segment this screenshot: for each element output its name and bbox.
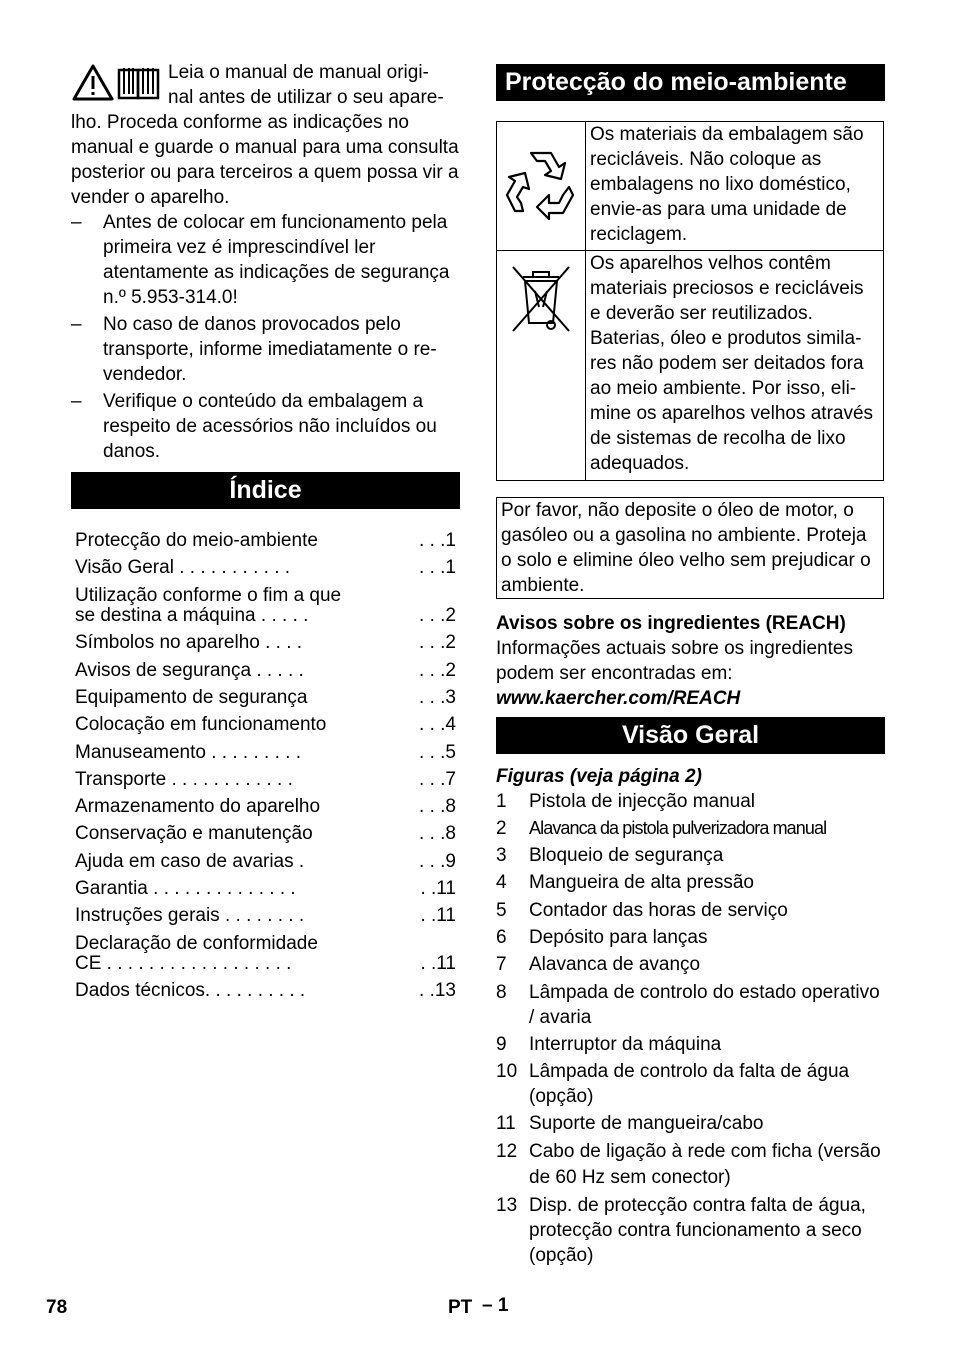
toc-entry[interactable]: Declaração de conformidade CE . . . . . . . . . . . . . . . . . . . .11	[75, 933, 456, 974]
footer-section-page: – 1	[482, 1295, 509, 1316]
warning-manual-icon	[72, 64, 162, 102]
reach-text: Informações actuais sobre os ingredientes podem ser encontradas em:	[496, 638, 853, 684]
intro-text: lho. Proceda conforme as indicações no manual e guarde o manual para uma consulta posterior ou para terceiros a quem possa vir a vender o aparelho.	[71, 112, 459, 208]
recycle-cell	[497, 122, 586, 251]
bin-text: Os aparelhos velhos contêm materiais preciosos e recicláveis e deverão ser reutilizados. Baterias, óleo e produtos similares não podem ser deitados fora ao meio ambiente. Por isso, elimine os aparelhos velhos através de sistemas de recolha de lixo adequados.	[586, 251, 884, 481]
footer-lang: PT	[448, 1297, 473, 1318]
overview-heading: Visão Geral	[496, 717, 885, 754]
reach-heading: Avisos sobre os ingredientes (REACH)	[496, 613, 846, 634]
recycle-text: Os materiais da embalagem são recicláveis. Não coloque as embalagens no lixo doméstico, envie-as para uma unidade de reciclagem.	[586, 122, 884, 251]
bin-cell	[497, 251, 586, 481]
index-heading: Índice	[71, 472, 460, 509]
crossed-bin-icon	[509, 261, 573, 335]
intro-line-2: nal antes de utilizar o seu apare-	[168, 87, 444, 108]
recycle-icon	[503, 145, 579, 221]
figures-label: Figuras (veja página 2)	[496, 766, 702, 787]
intro-line-1: Leia o manual de manual origi-	[168, 62, 429, 83]
page-number: 78	[46, 1297, 68, 1318]
environment-heading: Protecção do meio-ambiente	[496, 64, 885, 101]
oil-note-box: Por favor, não deposite o óleo de motor, o gasóleo ou a gasolina no ambiente. Proteja o solo e elimine óleo velho sem prejudicar o ambiente.	[496, 497, 884, 599]
toc-entry[interactable]: Utilização conforme o fim a que se destina a máquina . . . . . . . .2	[75, 585, 456, 626]
reach-link[interactable]: www.kaercher.com/REACH	[496, 688, 741, 709]
environment-table	[496, 121, 884, 481]
